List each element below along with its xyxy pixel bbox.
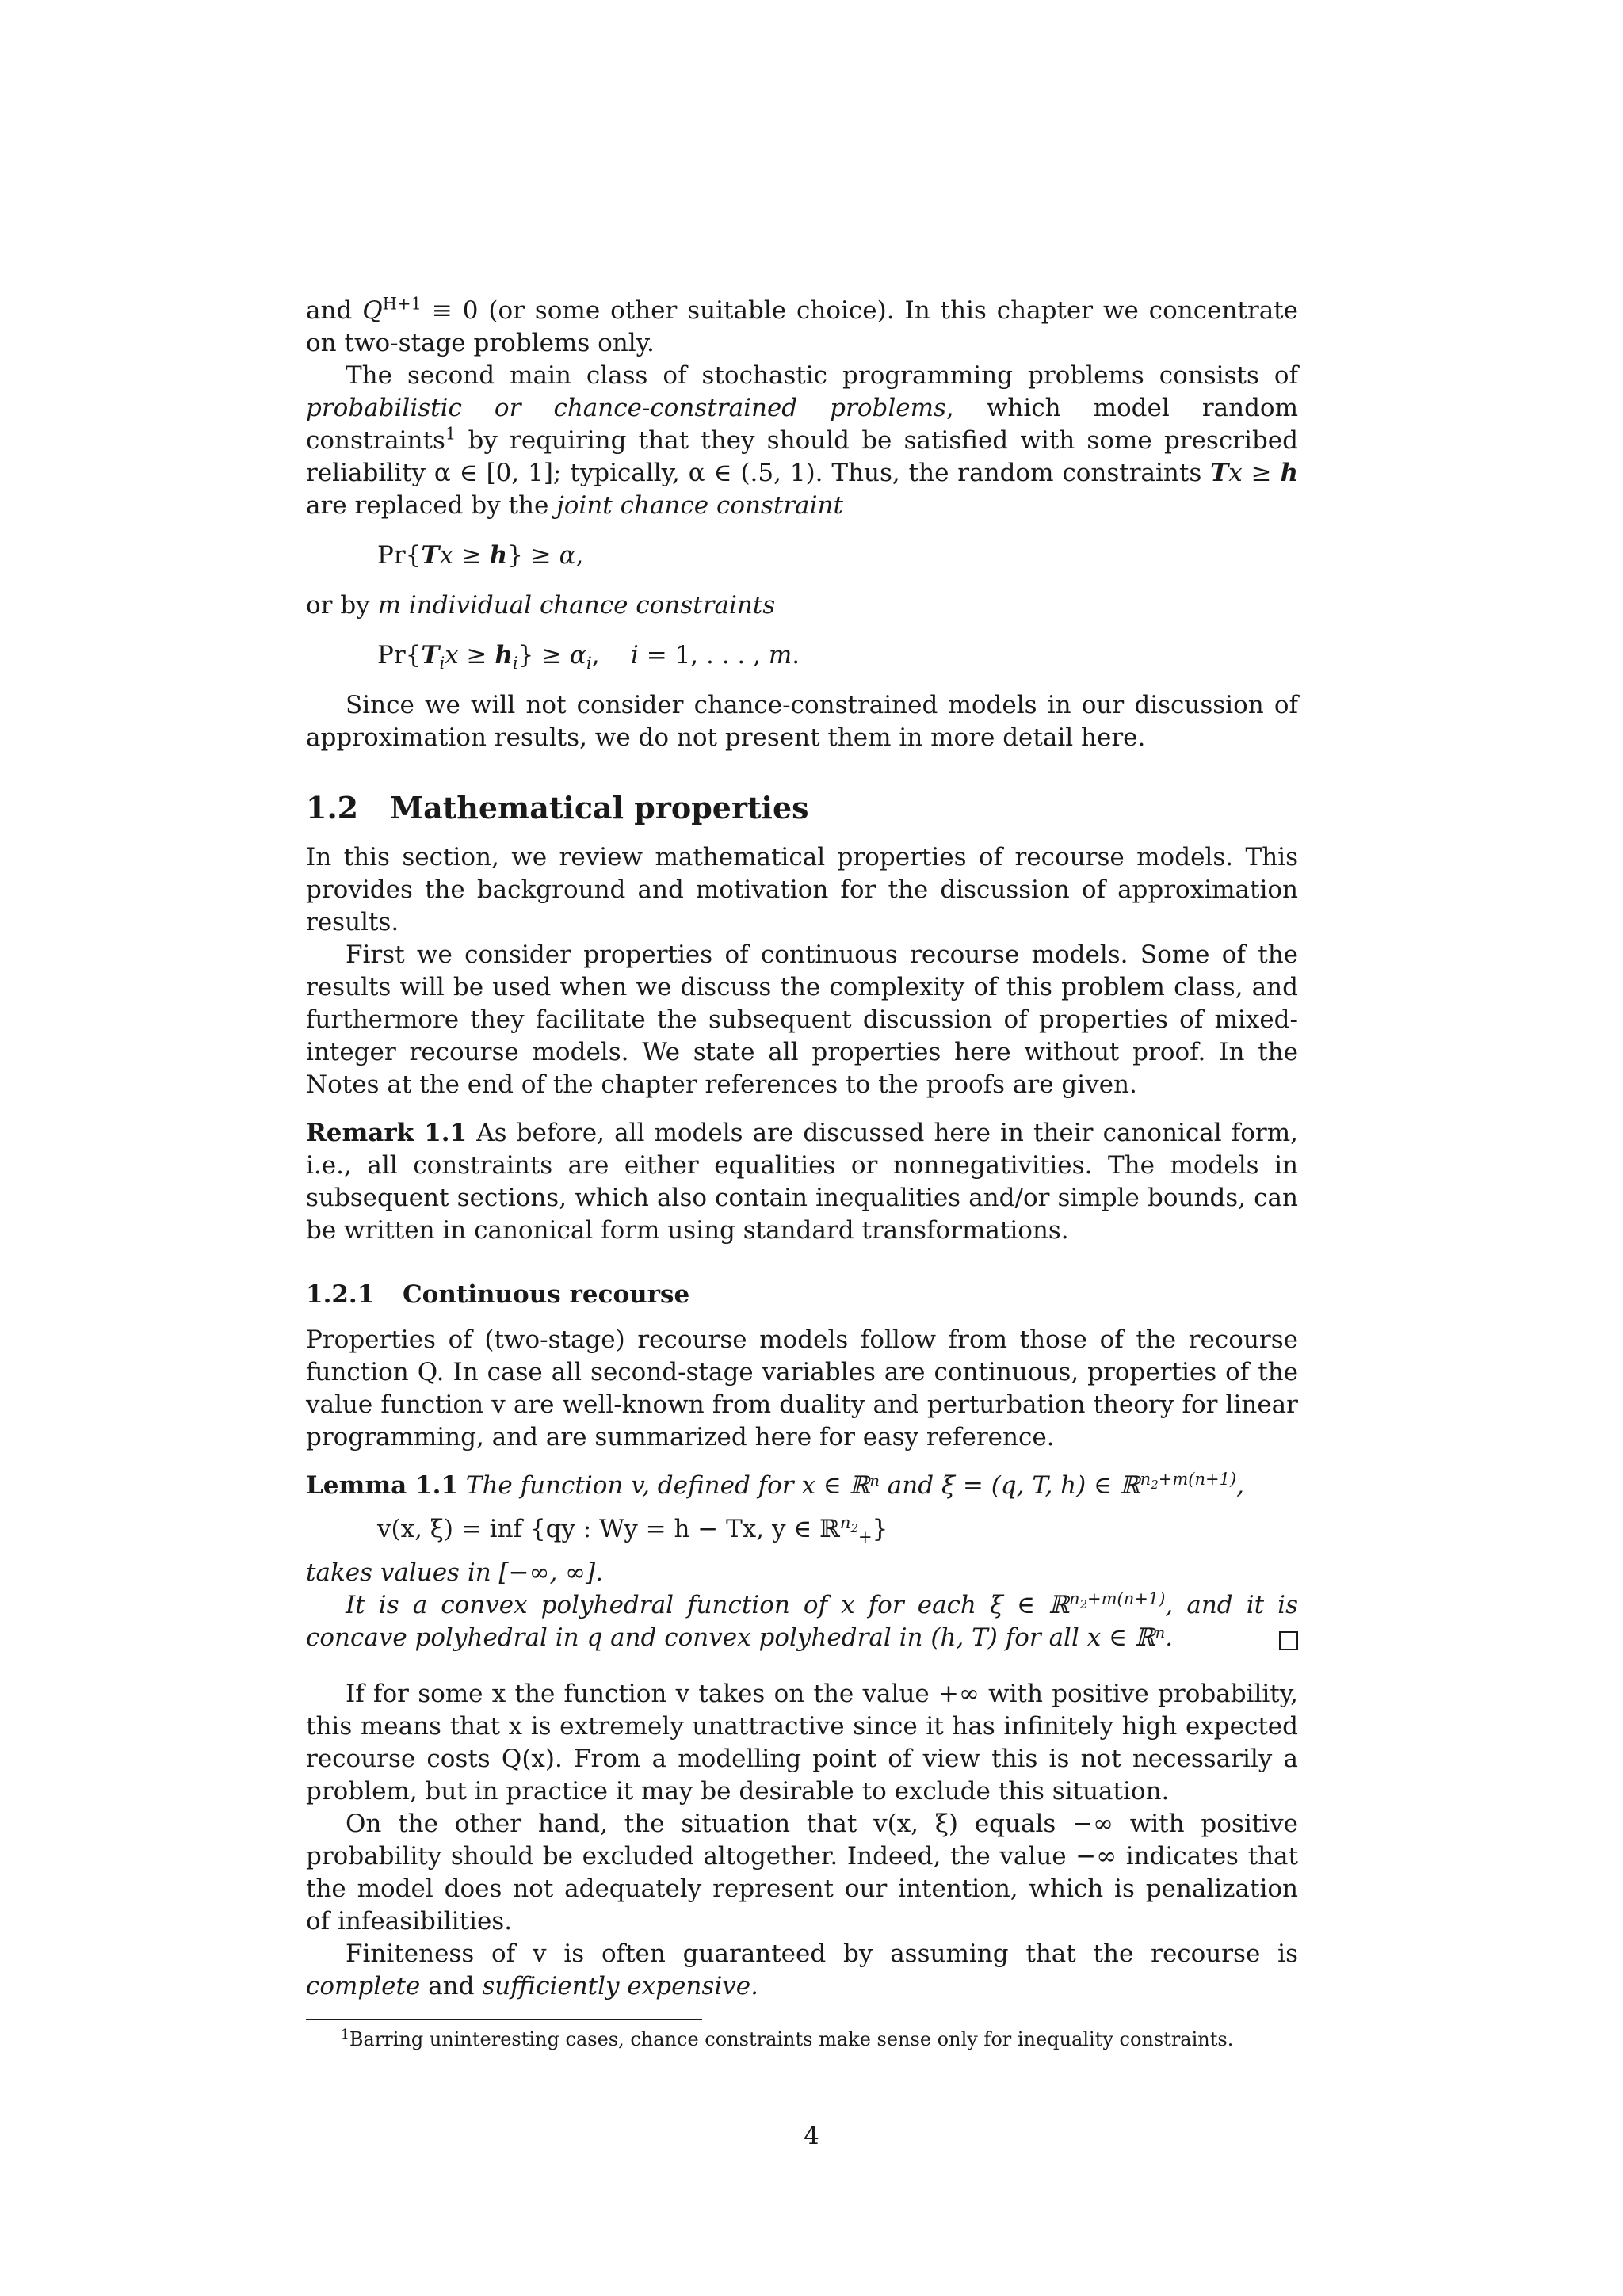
footnote-mark: 1 — [445, 424, 456, 444]
paragraph-3: or by m individual chance constraints — [306, 591, 776, 620]
section-heading: 1.2 Mathematical properties — [306, 790, 809, 826]
subsection-heading: 1.2.1 Continuous recourse — [306, 1280, 690, 1309]
paragraph-7: Properties of (two-stage) recourse models follow from those of the recourse function Q. In case all second-stage variables are continuous, properties of the value function v are well-known from duality and perturbation theory for linear programming, and are summarized here for easy reference. — [306, 1325, 1298, 1451]
paragraph-9: On the other hand, the situation that v(x, ξ) equals −∞ with positive probability should be excluded altogether. Indeed, the value −∞ indicates that the model does not adequately represent our intention, which is penalization of infeasibilities. — [306, 1810, 1298, 1936]
paragraph-8: If for some x the function v takes on the value +∞ with positive probability, this means that x is extremely unattractive since it has infinitely high expected recourse costs Q(x). From a modelling point of view this is not necessarily a problem, but in practice it may be desirable to exclude this situation. — [306, 1680, 1298, 1806]
lemma-convexity: It is a convex polyhedral function of x for each ξ ∈ ℝ$^{n_2+m(n+1)}$, and it is concave polyhedral in q and convex polyhedral in (h, T) for all x ∈ ℝⁿ. — [306, 1589, 1298, 1652]
footnote-rule — [306, 2019, 702, 2020]
page-number: 4 — [804, 2122, 819, 2150]
page-body — [306, 295, 1298, 2052]
footnote: $^1$Barring uninteresting cases, chance constraints make sense only for inequality constraints. — [341, 2027, 1234, 2050]
paragraph-4: Since we will not consider chance-constrained models in our discussion of approximation results, we do not present them in more detail here. — [306, 691, 1298, 752]
paragraph-1: and $Q^{H+1} \equiv 0$ (or some other suitable choice). In this chapter we concentrate on two-stage problems only. — [306, 294, 1298, 357]
equation-value-function: v(x, ξ) = inf {qy : Wy = h − Tx, y ∈ ℝ$^{n_2}_+$} — [377, 1512, 888, 1547]
lemma: Lemma 1.1 The function v, defined for x ∈ ℝⁿ and ξ = (q, T, h) ∈ ℝ$^{n_2+m(n+1)}$, — [306, 1469, 1244, 1500]
equation-individual-chance: $Pr\{T_ix \ge h_i\} \ge \alpha_i$, i = 1, . . . , m. — [377, 641, 800, 673]
paragraph-6: First we consider properties of continuous recourse models. Some of the results will be used when we discuss the complexity of this problem class, and furthermore they facilitate the subsequent discussion of properties of mixed-integer recourse models. We state all properties here without proof. In the Notes at the end of the chapter references to the proofs are given. — [306, 940, 1298, 1099]
qed-box — [1279, 1631, 1298, 1650]
lemma-continued: takes values in [−∞, ∞]. — [306, 1558, 603, 1587]
equation-joint-chance: Pr{Tx ≥ h} ≥ α, — [377, 541, 584, 570]
paragraph-2: The second main class of stochastic programming problems consists of probabilistic or chance-constrained problems, which model random constraints$^1$ by requiring that they should be satisfied with some prescribed reliability α ∈ [0, 1]; typically, α ∈ (.5, 1). Thus, the random constraints Tx ≥ h are replaced by the joint chance constraint — [306, 361, 1299, 520]
paragraph-10: Finiteness of v is often guaranteed by assuming that the recourse is complete and sufficiently expensive. — [306, 1939, 1298, 2000]
paragraph-5: In this section, we review mathematical properties of recourse models. This provides the background and motivation for the discussion of approximation results. — [306, 843, 1298, 936]
remark: Remark 1.1 As before, all models are discussed here in their canonical form, i.e., all constraints are either equalities or nonnegativities. The models in subsequent sections, which also contain inequalities and/or simple bounds, can be written in canonical form using standard transformations. — [306, 1119, 1298, 1245]
